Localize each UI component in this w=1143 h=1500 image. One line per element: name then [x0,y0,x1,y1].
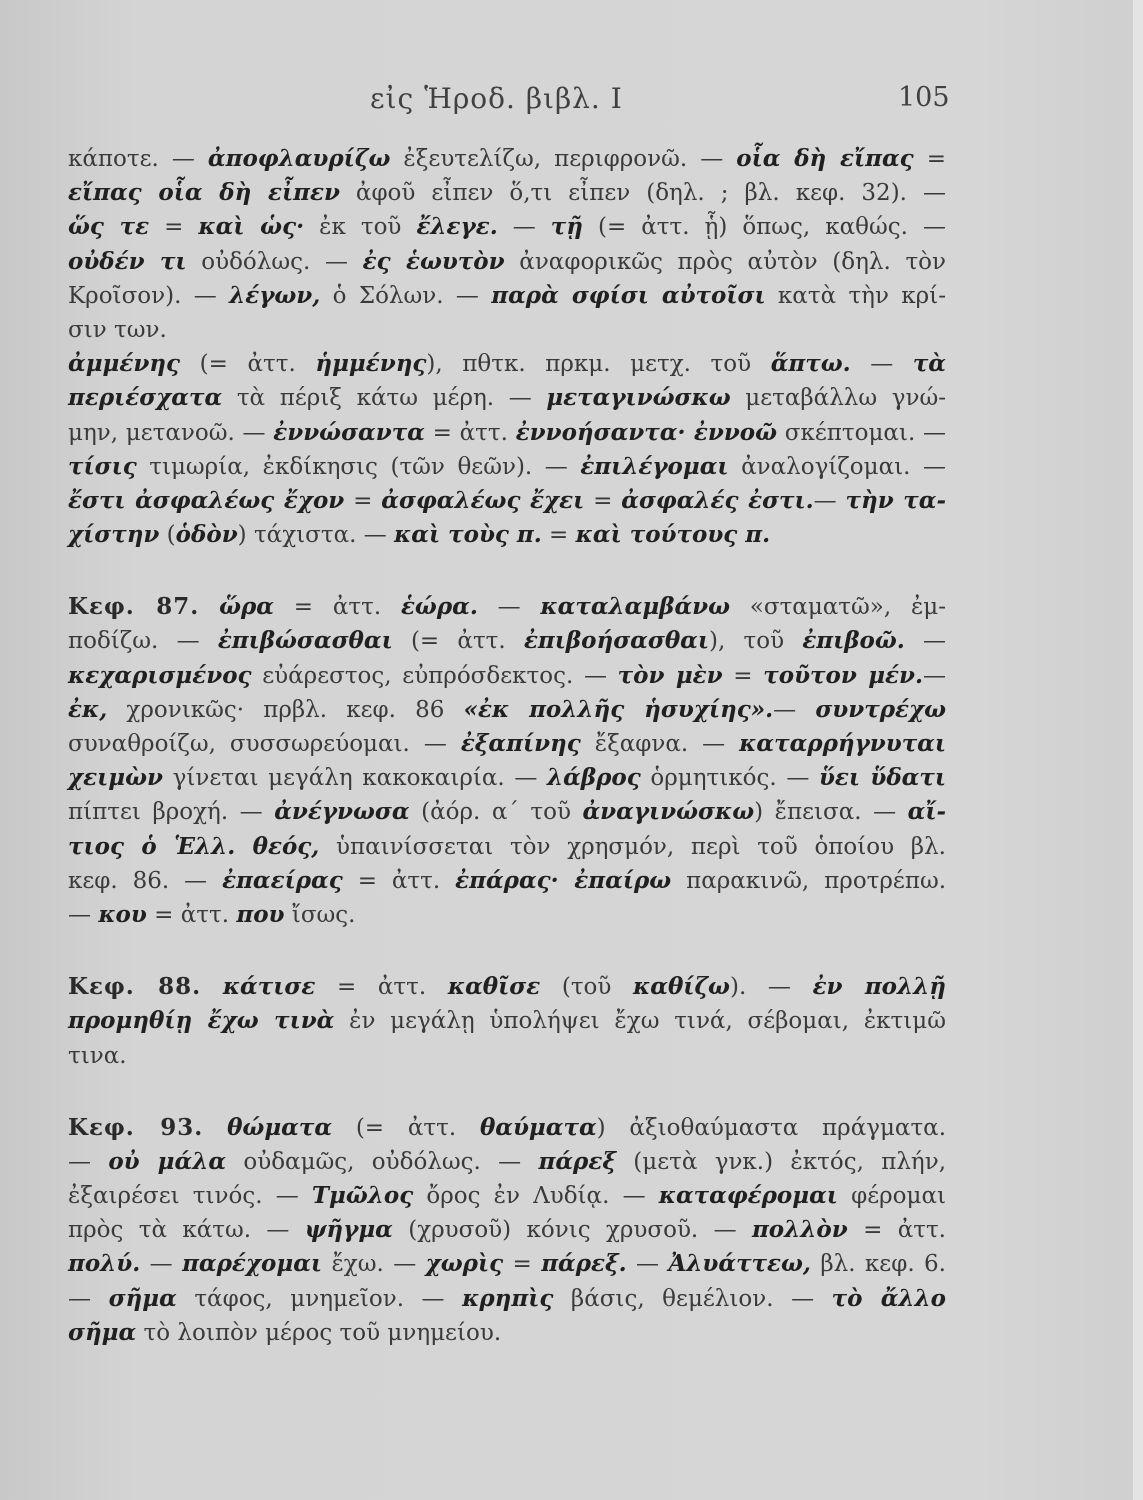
text-line [68,1213,946,1247]
gloss-text: = [722,662,764,689]
lemma: ἐκ, [68,695,108,723]
gloss-text: — [850,351,913,378]
gloss-text: ) ἀξιοθαύμαστα πράγματα. [596,1114,947,1141]
gloss-text: = [503,1251,542,1278]
gloss-text: τὸ λοιπὸν μέρος τοῦ μνημείου. [136,1319,502,1346]
lemma: κρηπὶς [462,1284,554,1312]
text-line [68,693,946,727]
text-line [68,727,946,761]
text-line [68,624,946,658]
lemma: κου [98,900,147,928]
gloss-text: ἀναφορικῶς πρὸς αὐτὸν (δηλ. τὸν [504,248,947,275]
gloss-text: οὐδαμῶς, οὐδόλως. — [226,1148,539,1175]
gloss-text: (= ἀττ. [180,351,316,378]
text-line [68,245,946,279]
gloss-text: — [904,628,947,655]
lemma: οἷα δὴ εἴπας [736,145,914,172]
running-head: εἰς Ἡροδ. βιβλ. Ι [370,82,623,115]
gloss-text: ὁρμητικός. — [640,765,819,792]
lemma: ἐπιβοῶ. [802,627,905,655]
text-line [68,1179,946,1213]
gloss-text: = ἀττ. [424,419,516,446]
lemma: χίστην [68,521,160,549]
gloss-text: (= ἀττ. [392,628,524,655]
lemma: καταλαμβάνω [540,593,731,621]
text-line [68,176,946,210]
gloss-text: σκέπτομαι. — [777,419,947,446]
lemma: πολύ. [68,1250,141,1278]
gloss-text: βλ. κεφ. 6. [810,1251,946,1278]
lemma: οὐδέν τι [68,247,187,275]
lemma: Τμῶλος [311,1182,414,1210]
lemma: θαύματα [479,1113,597,1141]
text-line [68,659,946,693]
gloss-text: οὐδόλως. — [186,248,363,275]
lemma: ἀσφαλέως ἔχει [381,486,585,514]
gloss-text: παρακινῶ, προτρέπω. [671,867,947,894]
text-line [68,761,946,795]
gloss-text: ἐξευτελίζω, περιφρονῶ. — [390,146,737,172]
lemma: καθῖσε [447,973,541,1001]
page-edge [1133,0,1143,1500]
lemma: ἐπαείρας [222,866,343,894]
lemma: ὁδὸν [175,521,238,549]
text-line [68,210,946,244]
gloss-text: τινα. [68,1042,127,1069]
lemma: εἴπας οἷα δὴ εἶπεν [68,179,340,207]
gloss-text: μην, μετανοῶ. — [68,419,274,446]
gloss-text: (= ἀττ. ᾗ) ὅπως, καθώς. — [582,214,946,241]
lemma: πολλὸν [751,1216,848,1244]
lemma: ἔστι ἀσφαλέως ἔχον [68,486,345,514]
gloss-text: — [626,1251,669,1278]
lemma: τὰ [912,350,946,378]
lemma: ὥρα [219,593,274,621]
gloss-text: τὰ πέριξ κάτω μέρη. — [222,385,547,412]
gloss-text: = [913,146,946,172]
lemma: καταφέρομαι [658,1182,838,1210]
gloss-text: ποδίζω. — [68,628,218,655]
lemma: Ἀλυάττεω, [668,1250,811,1278]
lemma: καθίζω [633,973,730,1001]
gloss-text: κάποτε. — [68,146,208,172]
lemma: ἀναγινώσκω [582,798,755,826]
gloss-text: — [68,1285,109,1312]
text-line [68,590,946,624]
gloss-text: ( [159,522,176,549]
text-line [68,1247,946,1281]
gloss-text: — [497,214,551,241]
gloss-text: τάφος, μνημεῖον. — [176,1285,463,1312]
lemma: ἑώρα. [400,593,478,621]
section-gap [68,552,946,590]
lemma: καὶ τούτους π. [575,521,771,549]
text-line [68,416,946,450]
text-line [68,970,946,1004]
lemma: ἀσφαλές ἐστι. [621,486,814,514]
lemma: τιος ὁ Ἑλλ. θεός, [68,832,320,860]
gloss-text: (ἀόρ. α΄ τοῦ [409,799,583,826]
lemma: μεταγινώσκω [546,384,731,412]
lemma: ἐπιβώσασθαι [217,627,393,655]
gloss-text: ), τοῦ [709,628,803,655]
lemma: ἐννοήσαντα· ἐννοῶ [515,418,778,446]
text-line [68,830,946,864]
lemma: τὸν μὲν [617,661,723,689]
text-line [68,484,946,518]
lemma: ἔλεγε. [416,213,498,241]
gloss-text: (μετὰ γνκ.) ἐκτός, πλήν, [615,1148,946,1175]
text-line [68,1145,946,1179]
gloss-text: ὑπαινίσσεται τὸν χρησμόν, περὶ τοῦ ὁποίου βλ. [319,833,946,860]
text-line [68,142,946,176]
gloss-text: γίνεται μεγάλη κακοκαιρία. — [162,765,548,792]
gloss-text: ) ἔπεισα. — [754,799,908,826]
lemma: λάβρος [547,764,641,792]
gloss-text: — [140,1251,183,1278]
page-number: 105 [898,82,950,113]
gloss-text: = ἀττ. [847,1217,946,1244]
gloss-text: ἀναλογίζομαι. — [728,453,946,480]
gloss-text: εὐάρεστος, εὐπρόσδεκτος. — [251,662,618,689]
text-line [68,279,946,313]
text-line [68,898,946,932]
section-gap [68,1073,946,1111]
lemma: ἅπτω. [770,350,851,378]
gloss-text: φέρομαι [837,1183,946,1210]
lemma: ἀμμένης [68,350,181,378]
gloss-text: πρὸς τὰ κάτω. — [68,1217,305,1244]
lemma: ἐπιλέγομαι [580,452,729,480]
lemma: συντρέχω [815,695,946,723]
gloss-text: = ἀττ. [274,594,401,621]
lemma: καταρρήγνυται [739,730,947,757]
gloss-text: Κροῖσον). — [68,282,230,309]
text-line [68,864,946,898]
gloss-text: συναθροίζω, συσσωρεύομαι. — [68,731,461,757]
lemma: ὕει ὕδατι [818,764,946,792]
gloss-text: ἔξαφνα. — [580,731,740,757]
lemma: ἐξαπίνης [460,730,581,757]
gloss-text: κατὰ τὴν κρί- [765,282,946,309]
gloss-text: ) τάχιστα. — [237,522,395,549]
gloss-text: ἐξαιρέσει τινός. — [68,1183,312,1210]
gloss-text: — [68,1148,109,1175]
gloss-text: χρονικῶς· πρβλ. κεφ. 86 [107,696,464,723]
text-line [68,381,946,415]
commentary-text [68,142,946,1350]
lemma: οὐ μάλα [108,1147,227,1175]
lemma: τὴν τα- [845,486,946,514]
lemma: κεχαρισμένος [68,661,252,689]
lemma: τοῦτον μέν. [763,661,924,689]
lemma: ὥς τε [68,213,150,241]
section-heading: Κεφ. 88. [68,973,202,1001]
gloss-text: = [344,487,382,514]
gloss-text [201,974,223,1000]
lemma: χωρὶς [425,1250,504,1278]
text-line [68,1004,946,1038]
gloss-text: ὄρος ἐν Λυδίᾳ. — [413,1183,659,1210]
gloss-text: ὁ Σόλων. — [320,282,492,309]
text-line [68,1039,946,1073]
lemma: χειμὼν [68,764,163,792]
lemma: καὶ τοὺς π. [394,521,542,549]
lemma: σῆμα [68,1318,137,1346]
gloss-text: — [477,594,541,621]
gloss-text: = [541,522,576,549]
lemma: αἴ- [907,798,947,826]
gloss-text: — [813,487,846,514]
section-heading: Κεφ. 87. [68,593,200,621]
lemma: ψῆγμα [304,1216,393,1244]
gloss-text [203,1115,227,1141]
gloss-text: ἐν μεγάλῃ ὑπολήψει ἔχω τινά, σέβομαι, ἐκτιμῶ [334,1008,946,1035]
gloss-text: = [584,487,622,514]
lemma: θώματα [227,1113,333,1141]
lemma: πάρεξ. [541,1250,627,1278]
gloss-text: «σταματῶ», ἐμ- [730,594,947,621]
lemma: ἀνέγνωσα [274,798,410,826]
gloss-text: (= ἀττ. [332,1114,480,1141]
lemma: ἡμμένης [315,350,427,378]
gloss-text: μεταβάλλω γνώ- [730,385,946,412]
text-line [68,1282,946,1316]
lemma: τῇ [550,213,583,241]
section-heading: Κεφ. 93. [68,1113,204,1141]
text-line [68,518,946,552]
gloss-text: βάσις, θεμέλιον. — [553,1285,832,1312]
gloss-text: ἔχω. — [322,1251,426,1278]
lemma: ἀποφλαυρίζω [207,145,391,172]
lemma: παρέχομαι [182,1250,323,1278]
lemma: που [236,900,285,928]
gloss-text: τιμωρία, ἐκδίκησις (τῶν θεῶν). — [136,453,581,480]
lemma: παρὰ σφίσι αὐτοῖσι [491,281,766,309]
gloss-text: — [68,901,99,928]
gloss-text: ἴσως. [284,901,356,928]
text-line [68,450,946,484]
text-line [68,1316,946,1350]
gloss-text: = ἀττ. [342,867,456,894]
lemma: «ἐκ πολλῆς ἡσυχίης». [463,695,774,723]
gloss-text: κεφ. 86. — [68,867,223,894]
lemma: καὶ ὡς· [198,213,305,241]
lemma: ἐς ἑωυτὸν [362,247,505,275]
text-line [68,313,946,347]
page-header [0,82,1143,126]
lemma: ἐπιβοήσασθαι [523,627,710,655]
lemma: κάτισε [222,973,316,1001]
gloss-text: (χρυσοῦ) κόνις χρυσοῦ. — [392,1217,752,1244]
gloss-text [199,594,219,620]
lemma: προμηθίῃ ἔχω τινὰ [68,1007,335,1035]
lemma: σῆμα [108,1284,177,1312]
text-line [68,1111,946,1145]
section-gap [68,932,946,970]
gloss-text: = ἀττ. [315,974,448,1001]
lemma: τὸ ἄλλο [831,1284,946,1312]
lemma: τίσις [68,452,137,480]
lemma: ἐπάρας· ἐπαίρω [455,866,672,894]
text-line [68,795,946,829]
gloss-text: — [773,696,816,723]
gloss-text: σιν των. [68,316,167,343]
lemma: πάρεξ [538,1147,616,1175]
gloss-text: ἀφοῦ εἶπεν ὅ,τι εἶπεν (δηλ. ; βλ. κεφ. 32). — [339,180,946,207]
gloss-text: ). — [729,974,813,1001]
lemma: λέγων, [229,281,321,309]
lemma: ἐν πολλῇ [812,973,947,1001]
gloss-text: = [149,214,199,241]
gloss-text: = ἀττ. [146,901,237,928]
gloss-text: (τοῦ [540,974,634,1001]
text-line [68,347,946,381]
gloss-text: ), πθτκ. πρκμ. μετχ. τοῦ [426,351,771,378]
gloss-text: — [923,662,947,689]
lemma: περιέσχατα [68,384,223,412]
gloss-text: πίπτει βροχή. — [68,799,275,826]
lemma: ἐννώσαντα [273,418,425,446]
gloss-text: ἐκ τοῦ [304,214,417,241]
